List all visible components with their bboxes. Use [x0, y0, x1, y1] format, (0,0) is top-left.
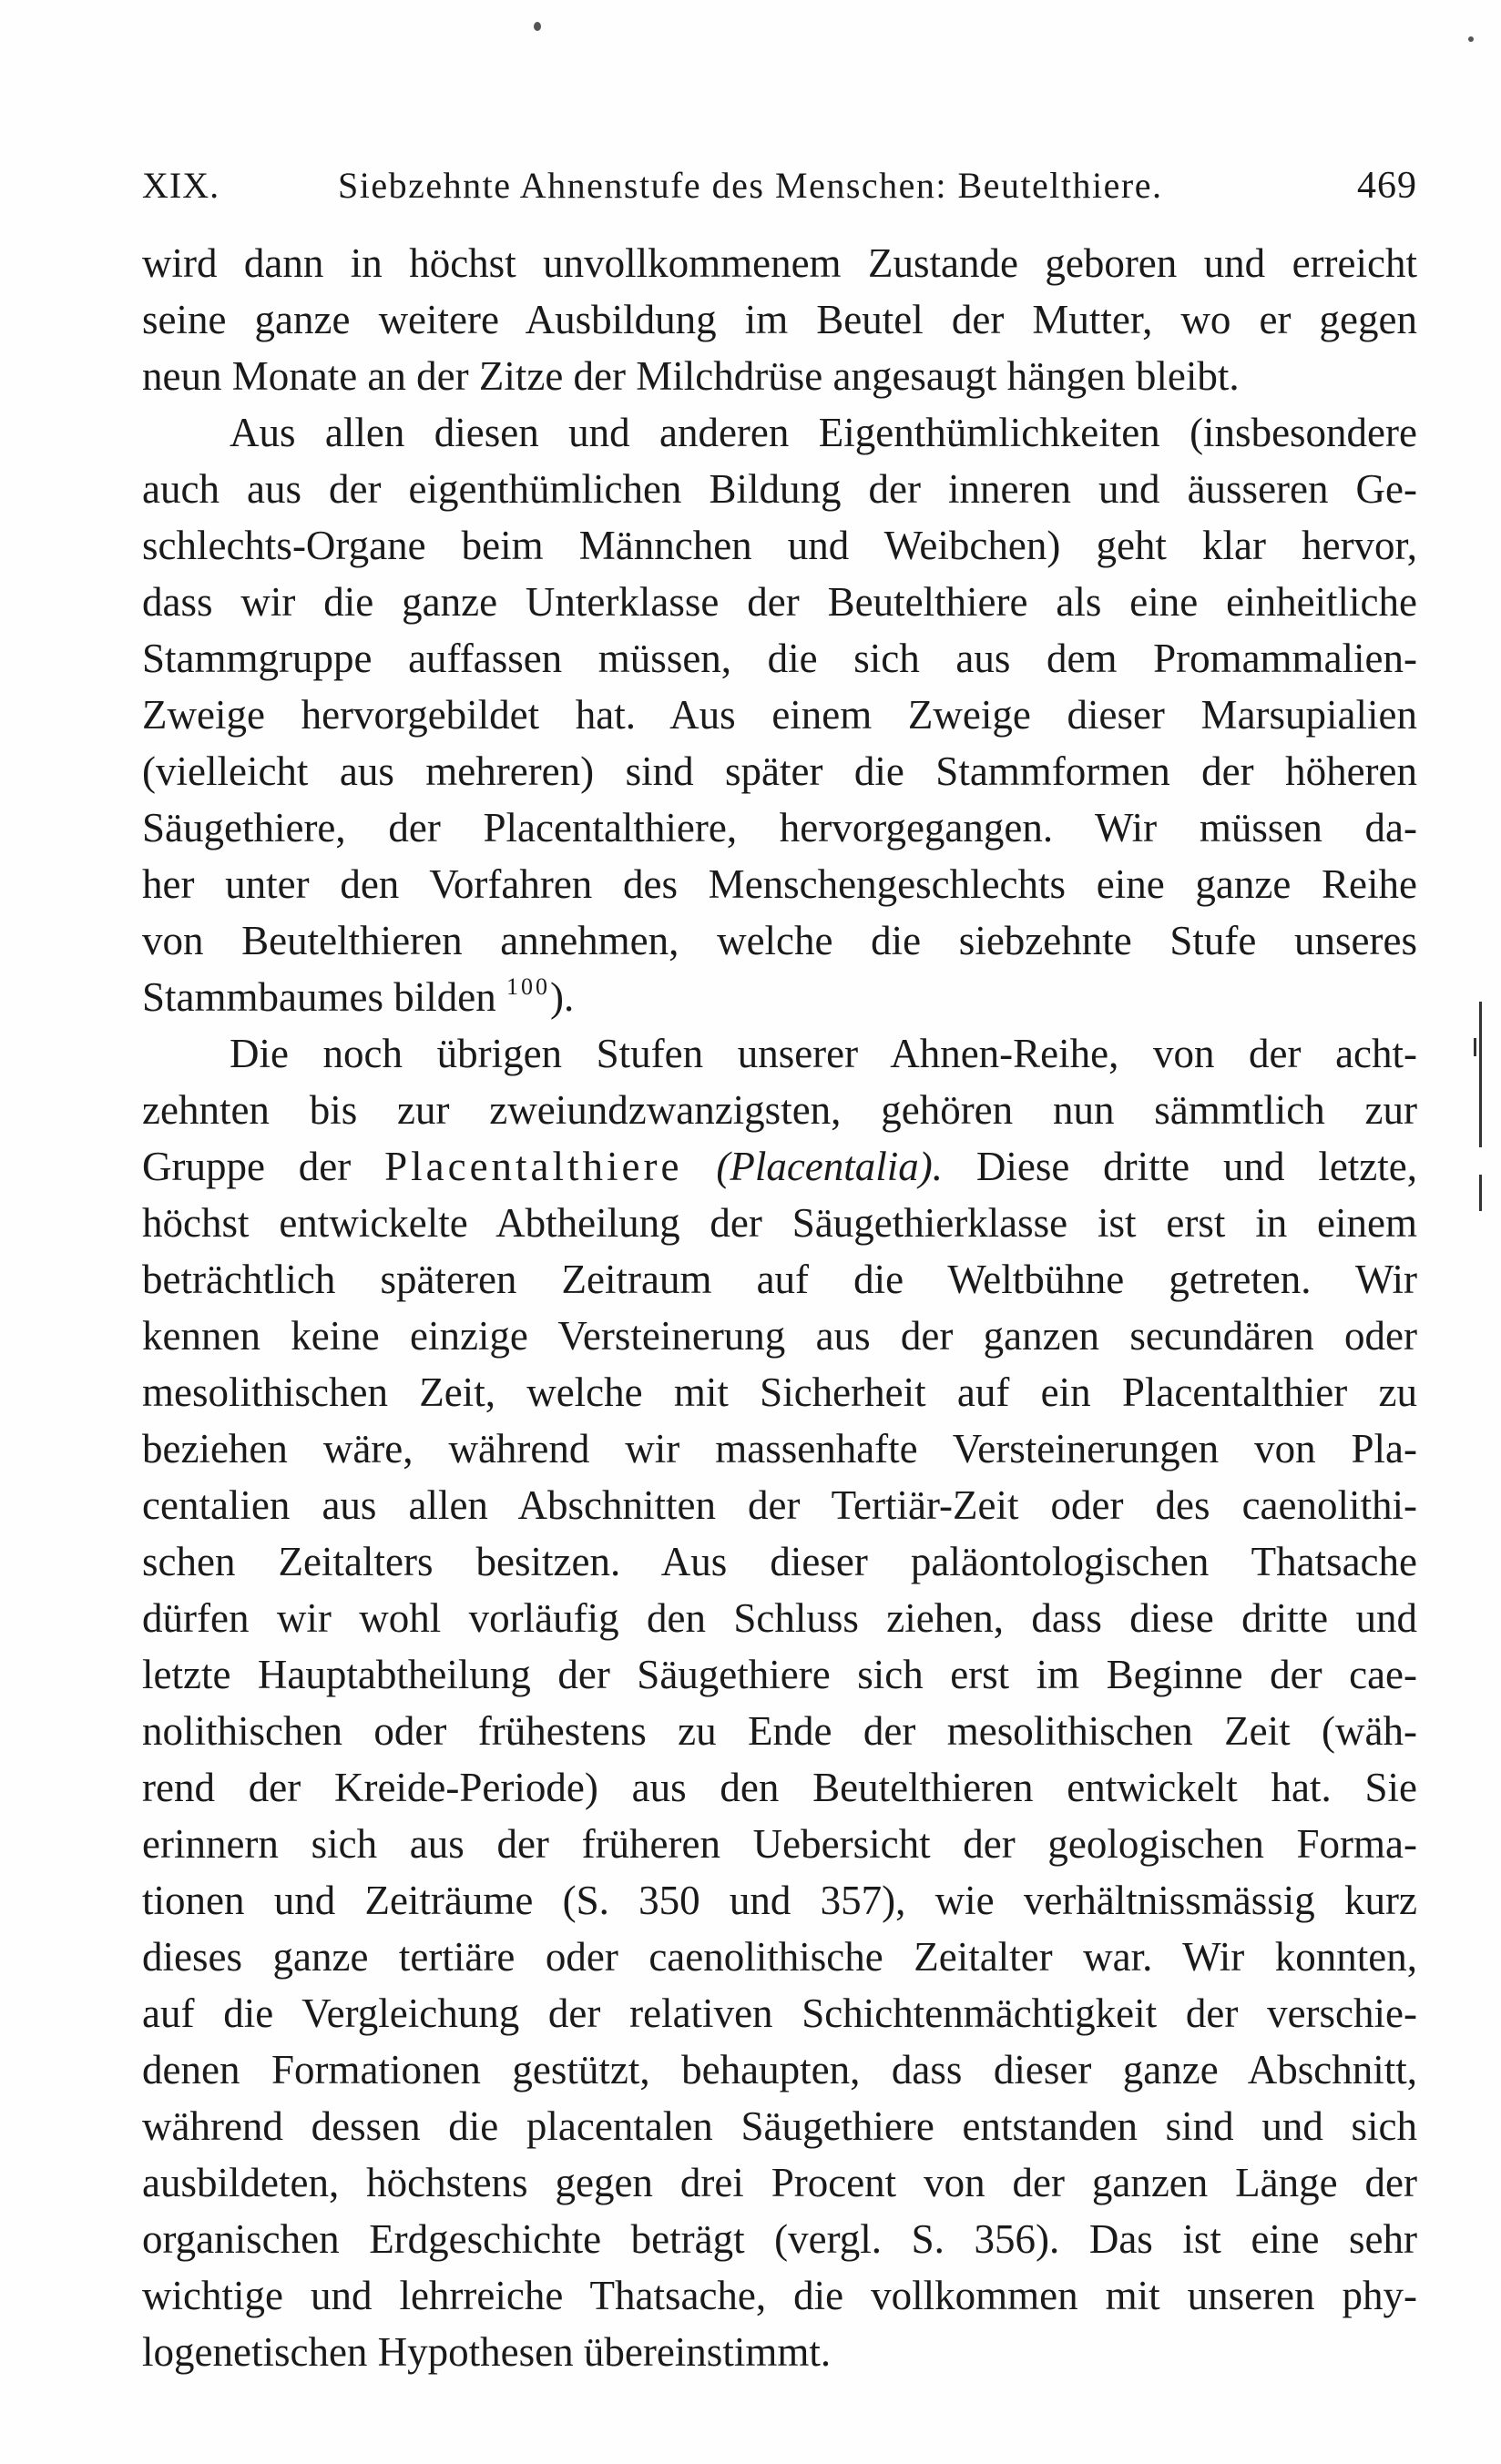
text-line: logenetischen Hypothesen übereinstimmt. [142, 2329, 832, 2375]
text-line: letzte Hauptabtheilung der Säugethiere sich erst im Beginne der cae- [142, 1652, 1417, 1697]
footnote-reference[interactable]: 100 [505, 973, 550, 1000]
text-line: her unter den Vorfahren des Menschengeschlechts eine ganze Reihe [142, 861, 1417, 907]
line-text: Gruppe der [142, 1144, 385, 1189]
text-line: während dessen die placentalen Säugethiere entstanden sind und sich [142, 2103, 1417, 2149]
paragraph-end-line [142, 969, 1417, 1025]
text-line: beziehen wäre, während wir massenhafte Versteinerungen von Pla- [142, 1426, 1417, 1471]
body-text [142, 235, 1417, 2380]
text-line: centalien aus allen Abschnitten der Tertiär-Zeit oder des caenolithi- [142, 1482, 1417, 1528]
running-title: Siebzehnte Ahnenstufe des Menschen: Beutelthiere. [338, 165, 1163, 206]
text-line: wird dann in höchst unvollkommenem Zustande geboren und erreicht [142, 240, 1417, 286]
running-head [142, 164, 1417, 219]
text-line: beträchtlich späteren Zeitraum auf die Weltbühne getreten. Wir [142, 1257, 1417, 1302]
text-line: tionen und Zeiträume (S. 350 und 357), wie verhältnissmässig kurz [142, 1878, 1417, 1923]
scan-speck [1468, 36, 1474, 42]
text-line: (vielleicht aus mehreren) sind später die Stammformen der höheren [142, 748, 1417, 794]
text-line: von Beutelthieren annehmen, welche die siebzehnte Stufe unseres [142, 918, 1417, 963]
scan-speck [534, 22, 541, 31]
scan-edge-mark [1479, 1002, 1482, 1147]
text-line: dieses ganze tertiäre oder caenolithische Zeitalter war. Wir konnten, [142, 1934, 1417, 1980]
text-line: höchst entwickelte Abtheilung der Säugethierklasse ist erst in einem [142, 1200, 1417, 1246]
page-number: 469 [1357, 165, 1417, 207]
placentalia-latin-term: (Placentalia). [716, 1144, 944, 1189]
text-line: auf die Vergleichung der relativen Schichtenmächtigkeit der verschie- [142, 1991, 1417, 2036]
text-line: ausbildeten, höchstens gegen drei Procent von der ganzen Länge der [142, 2160, 1417, 2205]
text-line: schen Zeitalters besitzen. Aus dieser paläontologischen Thatsache [142, 1539, 1417, 1584]
line-text: Diese dritte und letzte, [943, 1144, 1418, 1189]
text-line [142, 1138, 1417, 1195]
text-line: seine ganze weitere Ausbildung im Beutel der Mutter, wo er gegen [142, 297, 1417, 342]
text-line: erinnern sich aus der früheren Uebersicht der geologischen Forma- [142, 1821, 1417, 1867]
text-line: neun Monate an der Zitze der Milchdrüse angesaugt hängen bleibt. [142, 353, 1240, 399]
text-line: nolithischen oder frühestens zu Ende der mesolithischen Zeit (wäh- [142, 1708, 1417, 1754]
chapter-number: XIX. [142, 165, 220, 206]
text-line: kennen keine einzige Versteinerung aus der ganzen secundären oder [142, 1313, 1417, 1359]
text-line: rend der Kreide-Periode) aus den Beutelthieren entwickelt hat. Sie [142, 1765, 1417, 1810]
text-line: Säugethiere, der Placentalthiere, hervorgegangen. Wir müssen da- [142, 805, 1417, 850]
text-line: denen Formationen gestützt, behaupten, dass dieser ganze Abschnitt, [142, 2047, 1417, 2092]
text-line: mesolithischen Zeit, welche mit Sicherheit auf ein Placentalthier zu [142, 1369, 1417, 1415]
paragraph-start-line: Aus allen diesen und anderen Eigenthümlichkeiten (insbesondere [230, 410, 1417, 455]
text-line: Stammgruppe auffassen müssen, die sich aus dem Promammalien- [142, 636, 1417, 681]
text-line: organischen Erdgeschichte beträgt (vergl. S. 356). Das ist eine sehr [142, 2216, 1417, 2262]
text-line: zehnten bis zur zweiundzwanzigsten, gehören nun sämmtlich zur [142, 1087, 1417, 1133]
paragraph-start-line: Die noch übrigen Stufen unserer Ahnen-Reihe, von der acht- [230, 1031, 1417, 1076]
text-line: wichtige und lehrreiche Thatsache, die vollkommen mit unseren phy- [142, 2273, 1417, 2318]
text-line: dürfen wir wohl vorläufig den Schluss ziehen, dass diese dritte und [142, 1595, 1417, 1641]
text-line: schlechts-Organe beim Männchen und Weibchen) geht klar hervor, [142, 523, 1417, 568]
text-line: dass wir die ganze Unterklasse der Beutelthiere als eine einheitliche [142, 579, 1417, 625]
text-line: Zweige hervorgebildet hat. Aus einem Zweige dieser Marsupialien [142, 692, 1417, 738]
scan-edge-mark [1479, 1175, 1482, 1211]
placentalthiere-term: Placentalthiere [384, 1144, 683, 1189]
scan-edge-mark [1474, 1038, 1476, 1056]
line-text: Stammbaumes bilden [142, 974, 496, 1020]
text-line: auch aus der eigenthümlichen Bildung der inneren und äusseren Ge- [142, 466, 1417, 512]
footnote-ref-close: ). [549, 974, 575, 1020]
